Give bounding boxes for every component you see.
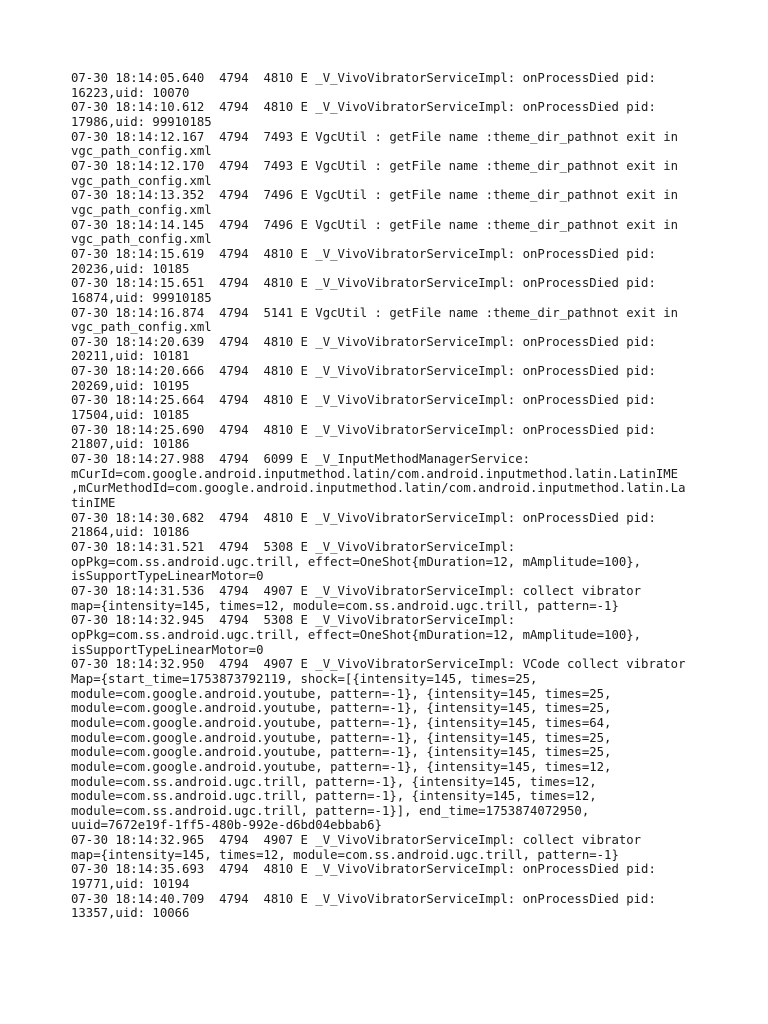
log-text bbox=[71, 71, 731, 921]
log-line: map={intensity=145, times=12, module=com.ss.android.ugc.trill, pattern=-1} bbox=[71, 598, 619, 613]
log-line: tinIME bbox=[71, 496, 116, 511]
log-line: 20211,uid: 10181 bbox=[71, 349, 190, 364]
log-line: Map={start_time=1753873792119, shock=[{intensity=145, times=25, bbox=[71, 671, 538, 686]
log-line: 07-30 18:14:32.950 4794 4907 E _V_VivoVibratorServiceImpl: VCode collect vibrator bbox=[71, 657, 686, 672]
log-line: 20269,uid: 10195 bbox=[71, 378, 190, 393]
log-line: vgc_path_config.xml bbox=[71, 232, 212, 247]
log-line: 07-30 18:14:15.651 4794 4810 E _V_VivoVibratorServiceImpl: onProcessDied pid: bbox=[71, 276, 656, 291]
log-line: 07-30 18:14:32.945 4794 5308 E _V_VivoVibratorServiceImpl: bbox=[71, 613, 516, 628]
log-line: map={intensity=145, times=12, module=com.ss.android.ugc.trill, pattern=-1} bbox=[71, 847, 619, 862]
log-line: 16874,uid: 99910185 bbox=[71, 290, 212, 305]
log-line: 07-30 18:14:31.521 4794 5308 E _V_VivoVibratorServiceImpl: bbox=[71, 540, 516, 554]
log-line: 07-30 18:14:20.639 4794 4810 E _V_VivoVibratorServiceImpl: onProcessDied pid: bbox=[71, 334, 656, 349]
log-line: 07-30 18:14:31.536 4794 4907 E _V_VivoVibratorServiceImpl: collect vibrator bbox=[71, 583, 642, 598]
log-line: 17504,uid: 10185 bbox=[71, 408, 190, 423]
log-line: 19771,uid: 10194 bbox=[71, 877, 190, 892]
log-line: vgc_path_config.xml bbox=[71, 202, 212, 217]
log-line: opPkg=com.ss.android.ugc.trill, effect=OneShot{mDuration=12, mAmplitude=100}, bbox=[71, 627, 642, 642]
log-line: isSupportTypeLinearMotor=0 bbox=[71, 569, 264, 584]
log-line: 21807,uid: 10186 bbox=[71, 437, 190, 452]
log-line: 07-30 18:14:30.682 4794 4810 E _V_VivoVibratorServiceImpl: onProcessDied pid: bbox=[71, 510, 656, 525]
log-line: 21864,uid: 10186 bbox=[71, 525, 190, 540]
log-line: 07-30 18:14:25.690 4794 4810 E _V_VivoVibratorServiceImpl: onProcessDied pid: bbox=[71, 422, 656, 437]
log-line: 07-30 18:14:13.352 4794 7496 E VgcUtil : getFile name :theme_dir_pathnot exit in bbox=[71, 188, 679, 203]
log-line: 07-30 18:14:32.965 4794 4907 E _V_VivoVibratorServiceImpl: collect vibrator bbox=[71, 833, 642, 848]
log-line: 07-30 18:14:27.988 4794 6099 E _V_InputMethodManagerService: bbox=[71, 452, 531, 467]
log-line: 20236,uid: 10185 bbox=[71, 261, 190, 276]
log-line: 07-30 18:14:16.874 4794 5141 E VgcUtil : getFile name :theme_dir_pathnot exit in bbox=[71, 305, 679, 320]
log-line: isSupportTypeLinearMotor=0 bbox=[71, 642, 264, 657]
log-line: 07-30 18:14:20.666 4794 4810 E _V_VivoVibratorServiceImpl: onProcessDied pid: bbox=[71, 364, 656, 379]
log-line: 16223,uid: 10070 bbox=[71, 85, 190, 100]
log-line: vgc_path_config.xml bbox=[71, 173, 212, 188]
log-line: opPkg=com.ss.android.ugc.trill, effect=OneShot{mDuration=12, mAmplitude=100}, bbox=[71, 554, 642, 569]
log-line: 07-30 18:14:40.709 4794 4810 E _V_VivoVibratorServiceImpl: onProcessDied pid: bbox=[71, 891, 656, 906]
log-line: 07-30 18:14:35.693 4794 4810 E _V_VivoVibratorServiceImpl: onProcessDied pid: bbox=[71, 862, 656, 877]
log-line: module=com.ss.android.ugc.trill, pattern=-1}], end_time=1753874072950, bbox=[71, 803, 590, 818]
log-line: module=com.google.android.youtube, pattern=-1}, {intensity=145, times=25, bbox=[71, 745, 612, 760]
log-line: 07-30 18:14:12.167 4794 7493 E VgcUtil : getFile name :theme_dir_pathnot exit in bbox=[71, 129, 679, 144]
log-line: 07-30 18:14:05.640 4794 4810 E _V_VivoVibratorServiceImpl: onProcessDied pid: bbox=[71, 71, 656, 85]
log-line: 07-30 18:14:25.664 4794 4810 E _V_VivoVibratorServiceImpl: onProcessDied pid: bbox=[71, 393, 656, 408]
log-line: module=com.ss.android.ugc.trill, pattern=-1}, {intensity=145, times=12, bbox=[71, 774, 597, 789]
log-line: module=com.google.android.youtube, pattern=-1}, {intensity=145, times=25, bbox=[71, 730, 612, 745]
log-line: module=com.google.android.youtube, pattern=-1}, {intensity=145, times=25, bbox=[71, 686, 612, 701]
log-line: module=com.google.android.youtube, pattern=-1}, {intensity=145, times=64, bbox=[71, 715, 612, 730]
log-line: vgc_path_config.xml bbox=[71, 320, 212, 335]
log-line: 13357,uid: 10066 bbox=[71, 906, 190, 921]
log-line: 17986,uid: 99910185 bbox=[71, 114, 212, 129]
log-line: module=com.google.android.youtube, pattern=-1}, {intensity=145, times=25, bbox=[71, 701, 612, 716]
log-line: module=com.google.android.youtube, pattern=-1}, {intensity=145, times=12, bbox=[71, 759, 612, 774]
log-line: 07-30 18:14:12.170 4794 7493 E VgcUtil : getFile name :theme_dir_pathnot exit in bbox=[71, 158, 679, 173]
log-line: 07-30 18:14:14.145 4794 7496 E VgcUtil : getFile name :theme_dir_pathnot exit in bbox=[71, 217, 679, 232]
log-line: 07-30 18:14:10.612 4794 4810 E _V_VivoVibratorServiceImpl: onProcessDied pid: bbox=[71, 100, 656, 115]
log-line: 07-30 18:14:15.619 4794 4810 E _V_VivoVibratorServiceImpl: onProcessDied pid: bbox=[71, 246, 656, 261]
log-line: mCurId=com.google.android.inputmethod.latin/com.android.inputmethod.latin.LatinIME bbox=[71, 466, 679, 481]
log-line: module=com.ss.android.ugc.trill, pattern=-1}, {intensity=145, times=12, bbox=[71, 789, 597, 804]
log-line: uuid=7672e19f-1ff5-480b-992e-d6bd04ebbab6} bbox=[71, 818, 382, 833]
log-line: vgc_path_config.xml bbox=[71, 144, 212, 159]
log-line: ,mCurMethodId=com.google.android.inputmethod.latin/com.android.inputmethod.latin.La bbox=[71, 481, 686, 496]
